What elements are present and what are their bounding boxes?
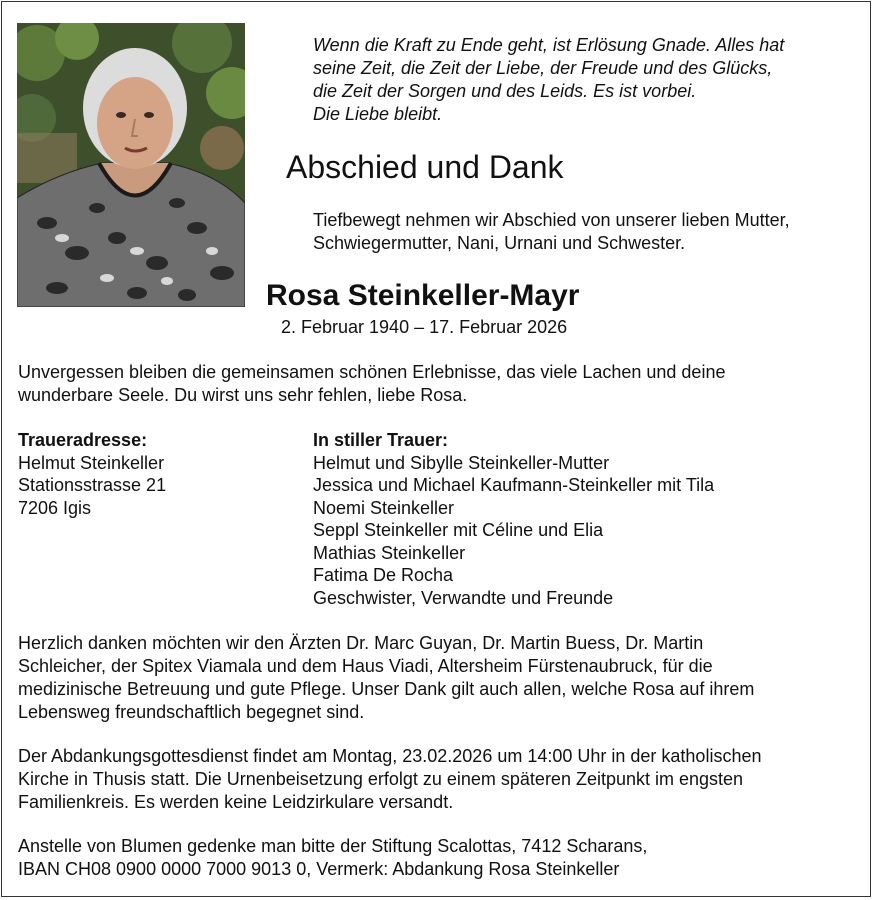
notice-heading: Abschied und Dank xyxy=(286,149,564,185)
paragraph-line: Lebensweg freundschaftlich begegnet sind. xyxy=(18,702,365,722)
mourner-entry: Mathias Steinkeller xyxy=(313,542,466,563)
paragraph-line: wunderbare Seele. Du wirst uns sehr fehlen, liebe Rosa. xyxy=(18,385,468,405)
paragraph-line: Herzlich danken möchten wir den Ärzten Dr. Marc Guyan, Dr. Martin Buess, Dr. Martin xyxy=(18,633,704,653)
mourners-label: In stiller Trauer: xyxy=(313,430,449,450)
portrait-photo xyxy=(17,23,245,307)
paragraph-line: medizinische Betreuung und gute Pflege. Unser Dank gilt auch allen, welche Rosa auf ihrem xyxy=(18,679,755,699)
quote-line: die Zeit der Sorgen und des Leids. Es ist vorbei. xyxy=(313,81,697,101)
intro-text xyxy=(313,209,790,255)
mourning-address-label: Traueradresse: xyxy=(18,430,148,450)
address-line: Stationsstrasse 21 xyxy=(18,475,167,495)
paragraph-line: Anstelle von Blumen gedenke man bitte der Stiftung Scalottas, 7412 Scharans, xyxy=(18,836,648,856)
address-line: 7206 Igis xyxy=(18,497,92,518)
mourner-entry: Fatima De Rocha xyxy=(313,565,454,585)
quote-line: seine Zeit, die Zeit der Liebe, der Freude und des Glücks, xyxy=(313,58,773,78)
memory-paragraph xyxy=(18,361,725,407)
paragraph-line: Unvergessen bleiben die gemeinsamen schönen Erlebnisse, das viele Lachen und deine xyxy=(18,362,726,382)
intro-line: Tiefbewegt nehmen wir Abschied von unserer lieben Mutter, xyxy=(313,210,790,230)
quote-text xyxy=(313,34,853,126)
mourner-entry: Noemi Steinkeller xyxy=(313,497,455,518)
paragraph-line: Familienkreis. Es werden keine Leidzirkulare versandt. xyxy=(18,792,454,812)
mourner-entry: Jessica und Michael Kaufmann-Steinkeller mit Tila xyxy=(313,475,715,495)
deceased-name: Rosa Steinkeller-Mayr xyxy=(266,279,580,312)
quote-line: Die Liebe bleibt. xyxy=(313,104,443,124)
mourner-entry: Geschwister, Verwandte und Freunde xyxy=(313,587,614,608)
mourner-entry: Helmut und Sibylle Steinkeller-Mutter xyxy=(313,452,610,473)
service-paragraph xyxy=(18,745,761,814)
intro-line: Schwiegermutter, Nani, Urnani und Schwester. xyxy=(313,233,686,253)
quote-line: Wenn die Kraft zu Ende geht, ist Erlösung Gnade. Alles hat xyxy=(313,35,785,55)
mourners-list xyxy=(313,429,714,609)
paragraph-line: IBAN CH08 0900 0000 7000 9013 0, Vermerk: Abdankung Rosa Steinkeller xyxy=(18,859,620,879)
paragraph-line: Kirche in Thusis statt. Die Urnenbeisetzung erfolgt zu einem späteren Zeitpunkt im engsten xyxy=(18,769,744,789)
mourning-address xyxy=(18,429,166,519)
paragraph-line: Der Abdankungsgottesdienst findet am Montag, 23.02.2026 um 14:00 Uhr in der katholischen xyxy=(18,746,762,766)
donation-paragraph xyxy=(18,835,647,881)
thanks-paragraph xyxy=(18,632,754,724)
life-dates: 2. Februar 1940 – 17. Februar 2026 xyxy=(281,317,568,337)
paragraph-line: Schleicher, der Spitex Viamala und dem Haus Viadi, Altersheim Fürstenaubruck, für die xyxy=(18,656,713,676)
address-line: Helmut Steinkeller xyxy=(18,452,165,473)
mourner-entry: Seppl Steinkeller mit Céline und Elia xyxy=(313,520,604,540)
